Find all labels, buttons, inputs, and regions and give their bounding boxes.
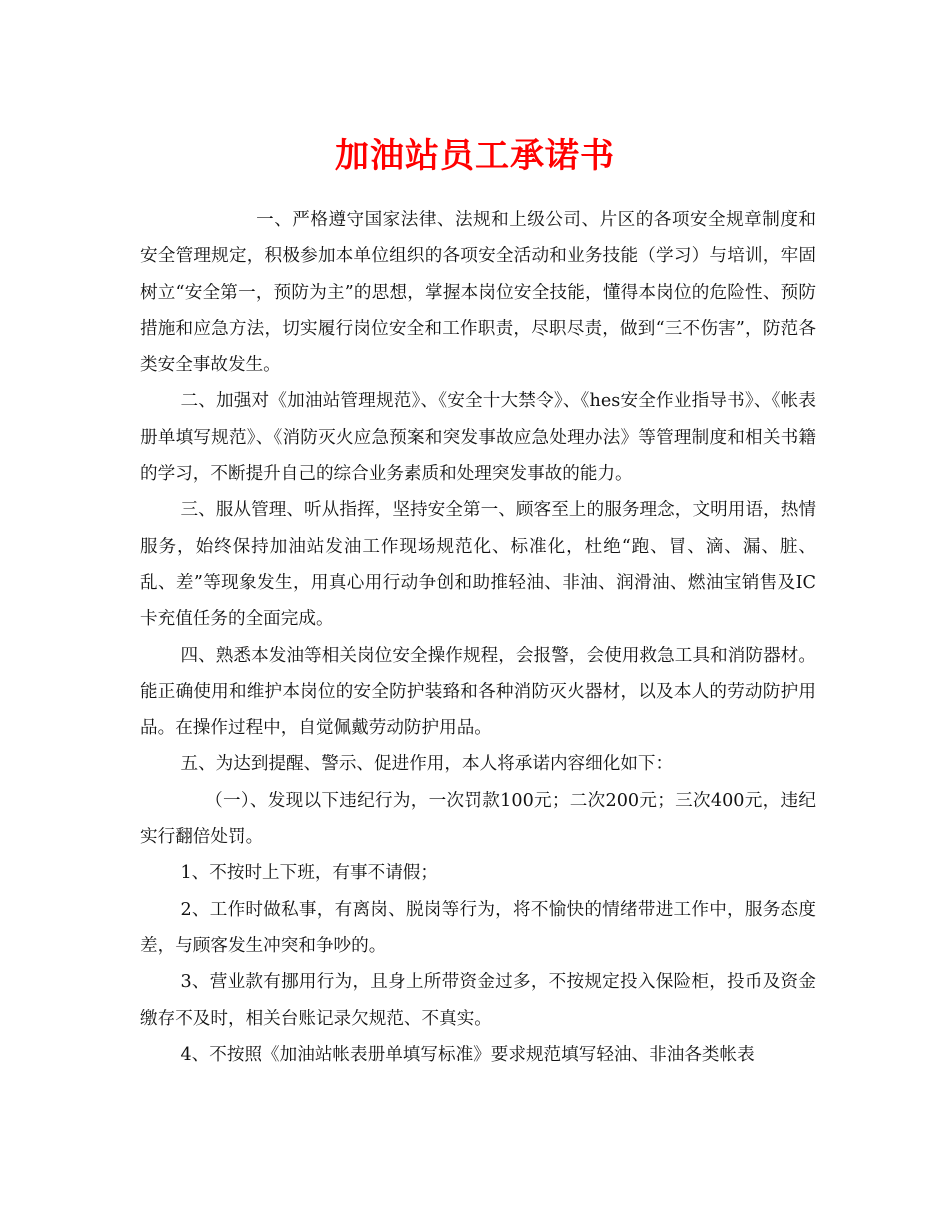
list-item-4: 4、不按照《加油站帐表册单填写标准》要求规范填写轻油、非油各类帐表 (180, 1044, 755, 1065)
paragraph-1: 一、严格遵守国家法律、法规和上级公司、片区的各项安全规章制度和安全管理规定，积极参加本单位组织的各项安全活动和业务技能（学习）与培训，牢固树立“安全第一，预防为主”的思想，掌握本岗位安全技能，懂得本岗位的危险性、预防措施和应急方法，切实履行岗位安全和工作职责，尽职尽责，做到“三不伤害”，防范各类安全事故发生。 (140, 210, 816, 376)
paragraph-6: （一）、发现以下违纪行为，一次罚款100元；二次200元；三次400元，违纪实行翻倍处罚。 (140, 790, 816, 848)
paragraph-2: 二、加强对《加油站管理规范》、《安全十大禁令》、《hes安全作业指导书》、《帐表册单填写规范》、《消防灭火应急预案和突发事故应急处理办法》等管理制度和相关书籍的学习，不断提升自己的综合业务素质和处理突发事故的能力。 (140, 391, 816, 485)
list-item-1: 1、不按时上下班，有事不请假； (180, 863, 438, 884)
paragraph-4: 四、熟悉本发油等相关岗位安全操作规程，会报警，会使用救急工具和消防器材。能正确使用和维护本岗位的安全防护装臵和各种消防灭火器材，以及本人的劳动防护用品。在操作过程中，自觉佩戴劳动防护用品。 (140, 645, 816, 739)
list-item-3: 3、营业款有挪用行为，且身上所带资金过多，不按规定投入保险柜，投币及资金缴存不及时，相关台账记录欠规范、不真实。 (140, 972, 816, 1029)
paragraph-5: 五、为达到提醒、警示、促进作用，本人将承诺内容细化如下： (180, 754, 674, 775)
document-title: 加油站员工承诺书 (335, 136, 615, 176)
paragraph-3: 三、服从管理、听从指挥，坚持安全第一、顾客至上的服务理念，文明用语，热情服务，始终保持加油站发油工作现场规范化、标准化，杜绝“跑、冒、滴、漏、脏、乱、差”等现象发生，用真心用行动争创和助推轻油、非油、润滑油、燃油宝销售及IC卡充值任务的全面完成。 (140, 500, 816, 630)
list-item-2: 2、工作时做私事，有离岗、脱岗等行为，将不愉快的情绪带进工作中，服务态度差，与顾客发生冲突和争吵的。 (140, 899, 816, 956)
document-body (140, 202, 816, 1073)
